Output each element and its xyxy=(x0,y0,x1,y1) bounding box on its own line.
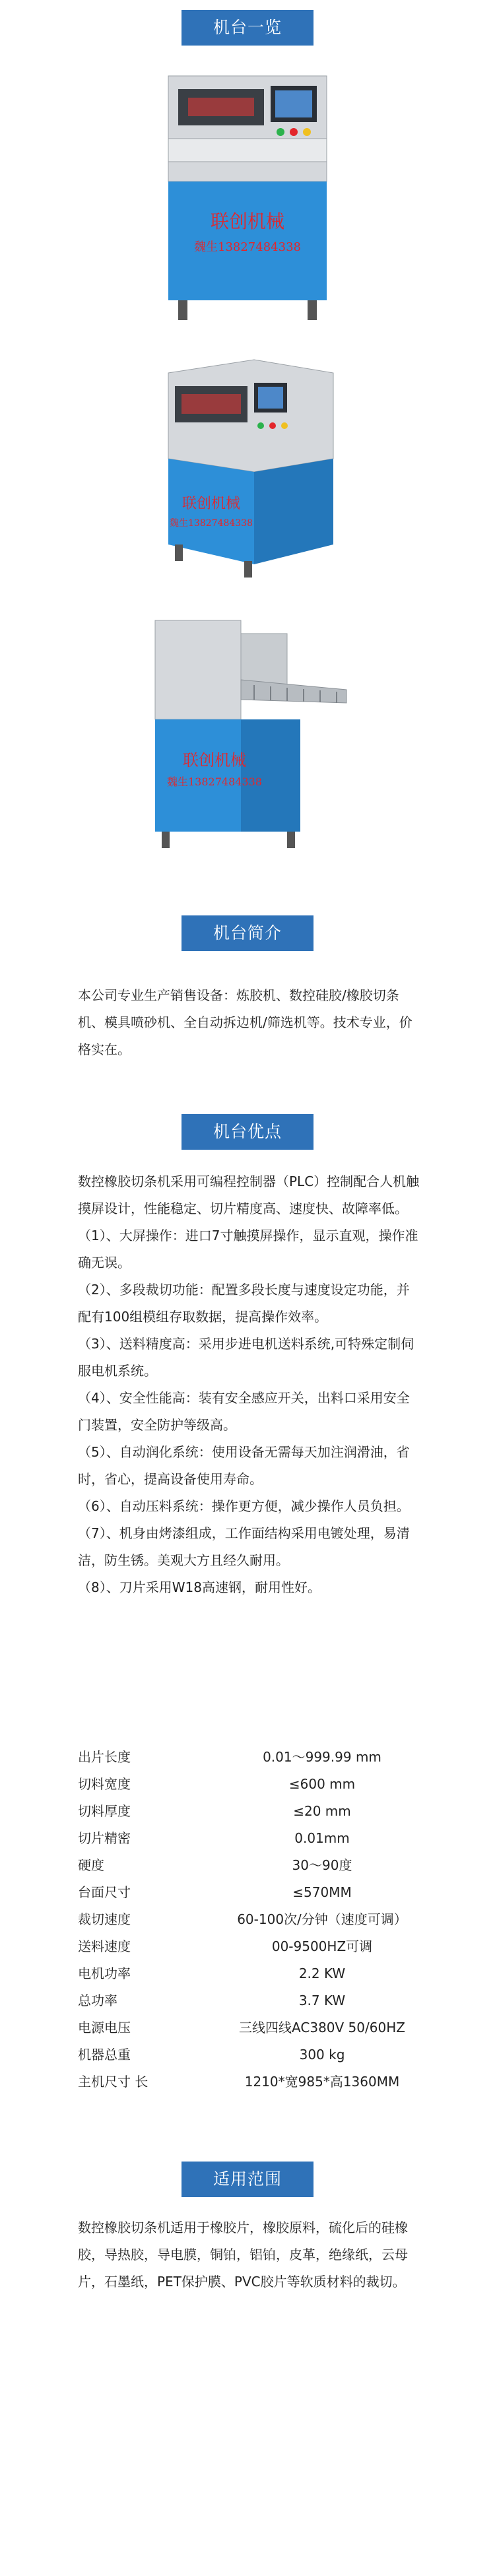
spec-row xyxy=(78,1960,447,1987)
spec-label: 切片精密 xyxy=(78,1830,131,1846)
machine-logo-phone: 魏生13827484338 xyxy=(194,240,301,254)
machine-logo-brand: 联创机械 xyxy=(182,496,241,512)
advantage-item: （4）、安全性能高：装有安全感应开关，出料口采用安全门装置，安全防护等级高。 xyxy=(78,1390,410,1433)
spec-label: 送料速度 xyxy=(78,1938,131,1954)
machine-logo-brand: 联创机械 xyxy=(210,211,285,232)
spec-label: 机器总重 xyxy=(78,2047,131,2063)
spec-row xyxy=(78,1744,447,1771)
intro-paragraph: 本公司专业生产销售设备：炼胶机、数控硅胶/橡胶切条机、模具喷砂机、全自动拆边机/筛选机等。技术专业，价格实在。 xyxy=(78,987,412,1057)
section-title-advantages: 机台优点 xyxy=(182,1114,314,1150)
advantage-item: （3）、送料精度高：采用步进电机送料系统,可特殊定制伺服电机系统。 xyxy=(78,1336,414,1379)
scope-text xyxy=(78,2214,421,2295)
advantage-item: 数控橡胶切条机采用可编程控制器（PLC）控制配合人机触摸屏设计，性能稳定、切片精度高、速度快、故障率低。 xyxy=(78,1173,420,1216)
spec-label: 出片长度 xyxy=(78,1749,131,1765)
advantage-item: （1）、大屏操作：进口7寸触摸屏操作，显示直观，操作准确无误。 xyxy=(78,1228,418,1271)
advantage-item: （6）、自动压料系统：操作更方便，减少操作人员负担。 xyxy=(78,1498,410,1514)
spec-value: 2.2 KW xyxy=(298,1965,346,1981)
spec-label: 切料厚度 xyxy=(78,1803,131,1819)
advantage-item: （8）、刀片采用W18高速钢，耐用性好。 xyxy=(78,1579,321,1595)
section-title-scope: 适用范围 xyxy=(182,2162,314,2197)
spec-value: ≤20 mm xyxy=(293,1803,351,1819)
advantages-list xyxy=(78,1168,421,1601)
spec-label: 电机功率 xyxy=(78,1965,131,1981)
spec-label: 主机尺寸 长 xyxy=(78,2074,148,2090)
spec-row xyxy=(78,2041,447,2068)
advantage-item: （7）、机身由烤漆组成，工作面结构采用电镀处理，易清洁，防生锈。美观大方且经久耐用。 xyxy=(78,1525,410,1568)
spec-row xyxy=(78,1825,447,1852)
spec-row xyxy=(78,1798,447,1825)
spec-value: 1210*宽985*高1360MM xyxy=(244,2074,400,2090)
machine-photo-side xyxy=(142,614,353,865)
spec-value: ≤570MM xyxy=(292,1884,352,1900)
machine-logo-phone: 魏生13827484338 xyxy=(170,518,253,529)
spec-label: 切料宽度 xyxy=(78,1776,131,1792)
spec-value: 30～90度 xyxy=(292,1857,352,1873)
section-title-intro: 机台简介 xyxy=(182,915,314,951)
spec-value: 3.7 KW xyxy=(298,1993,346,2008)
advantage-item: （5）、自动润化系统：使用设备无需每天加注润滑油，省时，省心，提高设备使用寿命。 xyxy=(78,1444,410,1487)
section-title-overview: 机台一览 xyxy=(182,10,314,46)
spec-table xyxy=(78,1744,447,2096)
spec-label: 台面尺寸 xyxy=(78,1884,131,1900)
spec-value: 60-100次/分钟（速度可调） xyxy=(237,1911,407,1927)
spec-label: 硬度 xyxy=(78,1857,104,1873)
spec-row xyxy=(78,1987,447,2014)
spec-row xyxy=(78,1771,447,1798)
spec-row xyxy=(78,1852,447,1879)
scope-paragraph: 数控橡胶切条机适用于橡胶片，橡胶原料，硫化后的硅橡胶，导热胶，导电膜，铜铂，铝铂，皮革，绝缘纸，云母片，石墨纸，PET保护膜、PVC胶片等软质材料的裁切。 xyxy=(78,2220,408,2290)
spec-value: 0.01mm xyxy=(294,1830,350,1846)
spec-row xyxy=(78,2014,447,2041)
spec-value: 300 kg xyxy=(299,2047,345,2063)
spec-row xyxy=(78,1933,447,1960)
spec-label: 电源电压 xyxy=(78,2020,131,2035)
machine-photo-angled xyxy=(155,347,346,591)
machine-logo-brand: 联创机械 xyxy=(183,751,246,770)
spec-row xyxy=(78,1879,447,1906)
spec-value: 00-9500HZ可调 xyxy=(271,1938,373,1954)
machine-photo-front xyxy=(148,66,346,330)
spec-label: 总功率 xyxy=(78,1993,117,2008)
intro-text xyxy=(78,982,421,1063)
spec-row xyxy=(78,2068,447,2096)
spec-value: ≤600 mm xyxy=(288,1776,356,1792)
spec-row xyxy=(78,1906,447,1933)
spec-value: 0.01～999.99 mm xyxy=(263,1749,381,1765)
machine-logo-phone: 魏生13827484338 xyxy=(167,776,262,788)
advantage-item: （2）、多段裁切功能：配置多段长度与速度设定功能，并配有100组模组存取数据，提高操作效率。 xyxy=(78,1282,410,1325)
spec-value: 三线四线AC380V 50/60HZ xyxy=(239,2020,405,2035)
spec-label: 裁切速度 xyxy=(78,1911,131,1927)
